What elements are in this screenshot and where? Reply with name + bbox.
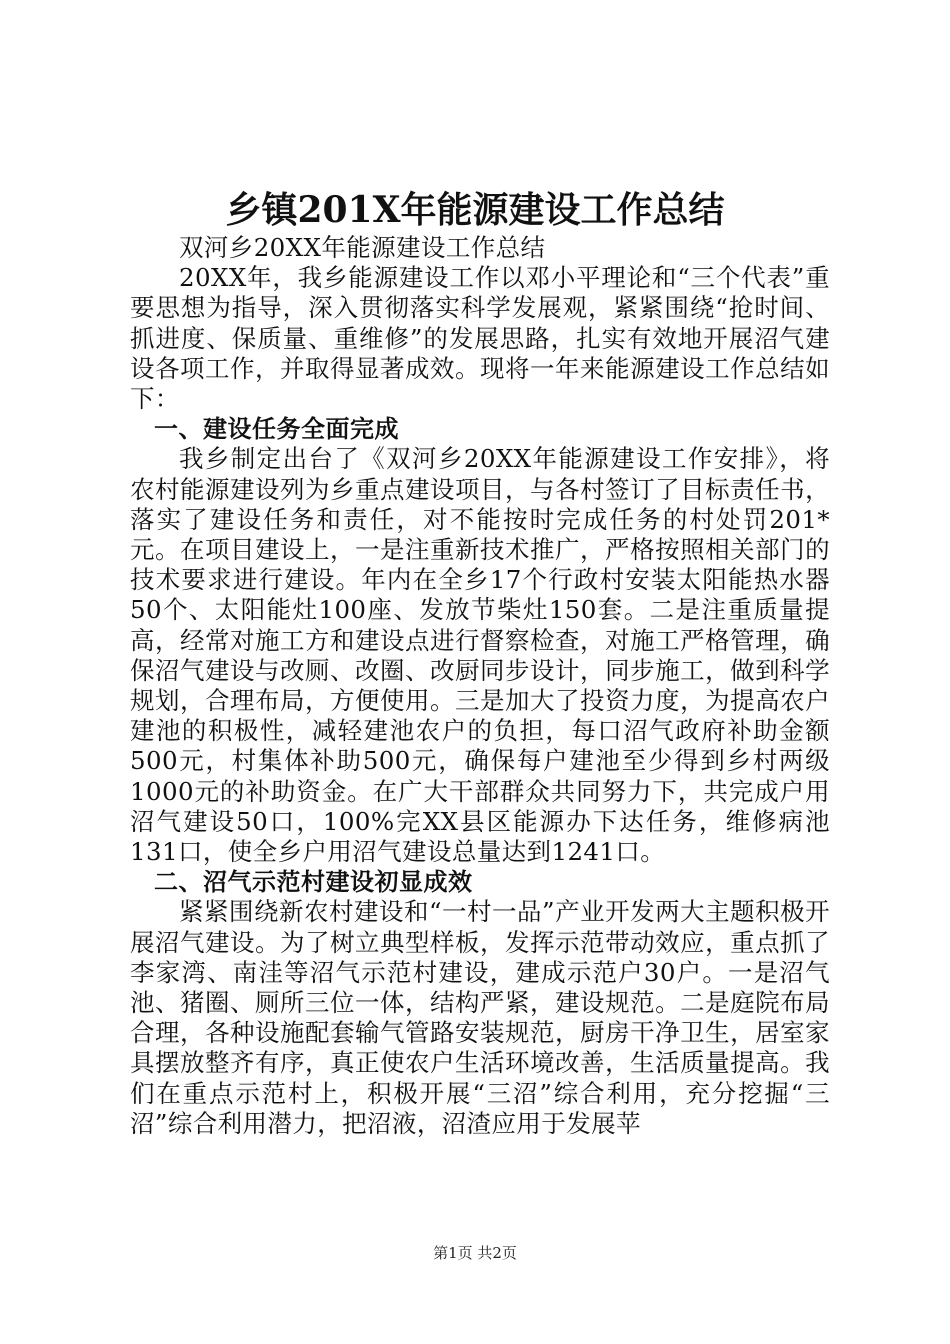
document-body — [130, 233, 830, 1139]
section-1-paragraph: 我乡制定出台了《双河乡20XX年能源建设工作安排》，将农村能源建设列为乡重点建设项目，与各村签订了目标责任书，落实了建设任务和责任，对不能按时完成任务的村处罚201*元。在项目建设上，一是注重新技术推广，严格按照相关部门的技术要求进行建设。年内在全乡17个行政村安装太阳能热水器50个、太阳能灶100座、发放节柴灶150套。二是注重质量提高，经常对施工方和建设点进行督察检查，对施工严格管理，确保沼气建设与改厕、改圈、改厨同步设计，同步施工，做到科学规划，合理布局，方便使用。三是加大了投资力度，为提高农户建池的积极性，减轻建池农户的负担，每口沼气政府补助金额500元，村集体补助500元，确保每户建池至少得到乡村两级1000元的补助资金。在广大干部群众共同努力下，共完成户用沼气建设50口，100%完XX县区能源办下达任务，维修病池131口，使全乡户用沼气建设总量达到1241口。 — [130, 444, 830, 867]
page-footer: 第1页 共2页 — [433, 1244, 517, 1262]
section-2-heading: 二、沼气示范村建设初显成效 — [154, 868, 473, 897]
intro-paragraph: 20XX年，我乡能源建设工作以邓小平理论和“三个代表”重要思想为指导，深入贯彻落实科学发展观，紧紧围绕“抢时间、抓进度、保质量、重维修”的发展思路，扎实有效地开展沼气建设各项工作，并取得显著成效。现将一年来能源建设工作总结如下： — [130, 263, 830, 414]
section-2-paragraph: 紧紧围绕新农村建设和“一村一品”产业开发两大主题积极开展沼气建设。为了树立典型样板，发挥示范带动效应，重点抓了李家湾、南洼等沼气示范村建设，建成示范户30户。一是沼气池、猪圈、厕所三位一体，结构严紧，建设规范。二是庭院布局合理，各种设施配套输气管路安装规范，厨房干净卫生，居室家具摆放整齐有序，真正使农户生活环境改善，生活质量提高。我们在重点示范村上，积极开展“三沼”综合利用，充分挖掘“三沼”综合利用潜力，把沼液，沼渣应用于发展苹 — [130, 897, 830, 1138]
document-title: 乡镇201X年能源建设工作总结 — [225, 189, 725, 231]
section-1-heading: 一、建设任务全面完成 — [154, 415, 399, 444]
document-subtitle: 双河乡20XX年能源建设工作总结 — [179, 233, 546, 262]
